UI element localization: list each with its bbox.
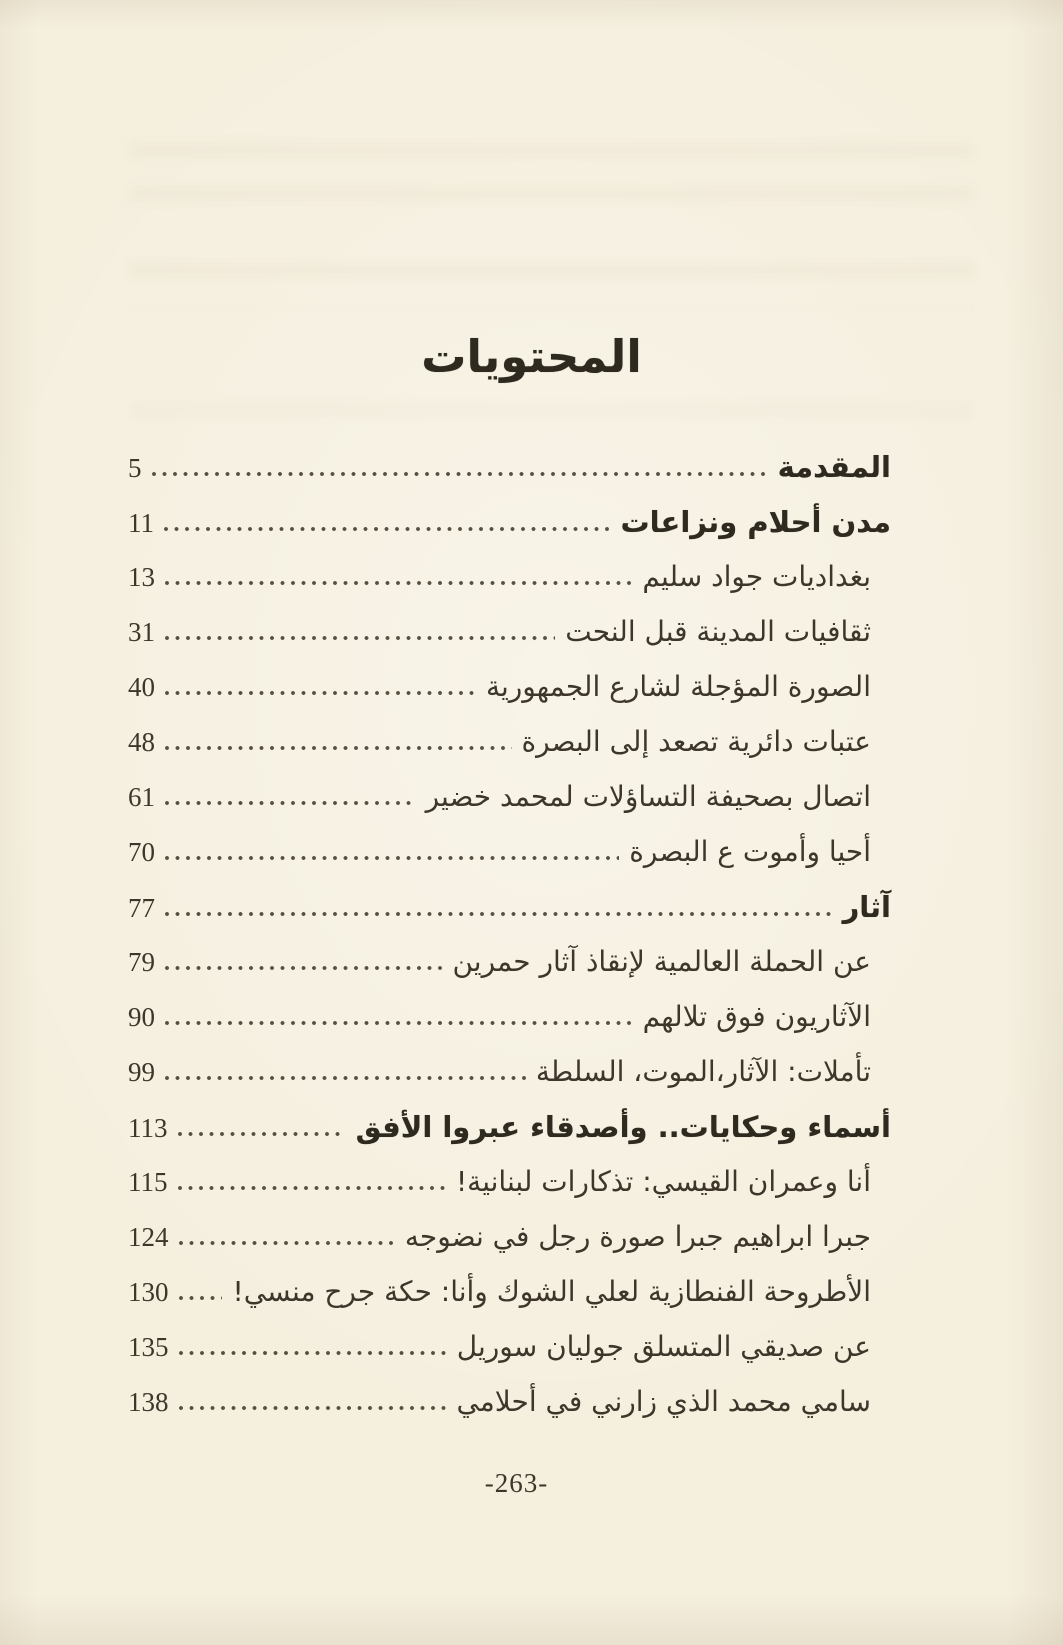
toc-entry xyxy=(128,1385,891,1440)
dot-leader xyxy=(164,1020,633,1026)
dot-leader xyxy=(178,1405,447,1411)
toc-entry-page-number: 70 xyxy=(128,837,155,867)
dot-leader xyxy=(164,911,833,917)
toc-entry-page-number: 77 xyxy=(128,893,155,923)
toc-entry-title: تأملات: الآثار،الموت، السلطة xyxy=(535,1055,871,1088)
dot-leader xyxy=(164,1075,526,1081)
toc-entry-page-number: 40 xyxy=(128,672,155,702)
dot-leader xyxy=(164,690,476,696)
dot-leader xyxy=(178,1240,395,1246)
toc-entry xyxy=(128,1220,891,1275)
toc-entry-page-number: 90 xyxy=(128,1002,155,1032)
dot-leader xyxy=(164,855,619,861)
toc-entry xyxy=(128,615,891,670)
toc-entry-title: مدن أحلام ونزاعات xyxy=(620,505,891,539)
toc-entry-title: الأطروحة الفنطازية لعلي الشوك وأنا: حكة جرح منسي! xyxy=(232,1275,871,1308)
toc-entry-page-number: 124 xyxy=(128,1222,169,1252)
toc-entry xyxy=(128,890,891,945)
toc-entry-page-number: 31 xyxy=(128,617,155,647)
toc-entry-title: الآثاريون فوق تلالهم xyxy=(642,1000,871,1033)
toc-entry xyxy=(128,835,891,890)
verso-showthrough xyxy=(130,248,973,308)
dot-leader xyxy=(164,965,442,971)
toc-entry-page-number: 11 xyxy=(128,508,154,538)
dot-leader xyxy=(164,745,512,751)
dot-leader xyxy=(177,1131,346,1137)
dot-leader xyxy=(164,800,416,806)
toc-entry-title: جبرا ابراهيم جبرا صورة رجل في نضوجه xyxy=(404,1220,871,1253)
toc-entry-page-number: 48 xyxy=(128,727,155,757)
toc-entry xyxy=(128,1165,891,1220)
toc-entry-title: ثقافيات المدينة قبل النحت xyxy=(565,615,871,648)
page-title: المحتويات xyxy=(421,330,642,383)
toc-entry-page-number: 99 xyxy=(128,1057,155,1087)
toc-entry-title: آثار xyxy=(842,890,891,924)
toc-entry-title: أنا وعمران القيسي: تذكارات لبنانية! xyxy=(455,1165,871,1198)
toc-entry-title: المقدمة xyxy=(777,450,891,484)
verso-showthrough xyxy=(130,128,973,220)
toc-entry-page-number: 5 xyxy=(128,453,142,483)
toc-entry xyxy=(128,1110,891,1165)
dot-leader xyxy=(178,1295,223,1301)
toc-entry xyxy=(128,1275,891,1330)
toc-list xyxy=(128,450,891,1440)
toc-entry-title: أحيا وأموت ع البصرة xyxy=(629,835,871,868)
toc-entry xyxy=(128,560,891,615)
toc-entry-page-number: 61 xyxy=(128,782,155,812)
dot-leader xyxy=(177,1185,446,1191)
toc-entry-title: عن الحملة العالمية لإنقاذ آثار حمرين xyxy=(452,945,871,978)
toc-entry-title: بغداديات جواد سليم xyxy=(642,560,871,593)
toc-entry-title: عن صديقي المتسلق جوليان سوريل xyxy=(456,1330,871,1363)
toc-entry-title: أسماء وحكايات.. وأصدقاء عبروا الأفق xyxy=(355,1110,891,1144)
dot-leader xyxy=(178,1350,447,1356)
dot-leader xyxy=(164,635,555,641)
toc-entry xyxy=(128,505,891,560)
toc-entry-title: اتصال بصحيفة التساؤلات لمحمد خضير xyxy=(425,780,871,813)
toc-entry xyxy=(128,725,891,780)
toc-entry-page-number: 113 xyxy=(128,1113,168,1143)
verso-showthrough xyxy=(130,388,973,422)
toc-entry xyxy=(128,780,891,835)
toc-entry-title: الصورة المؤجلة لشارع الجمهورية xyxy=(485,670,871,703)
toc-entry-title: عتبات دائرية تصعد إلى البصرة xyxy=(521,725,871,758)
dot-leader xyxy=(151,471,768,477)
toc-entry-page-number: 138 xyxy=(128,1387,169,1417)
toc-entry xyxy=(128,1000,891,1055)
toc-entry-page-number: 13 xyxy=(128,562,155,592)
toc-entry xyxy=(128,450,891,505)
toc-entry-page-number: 135 xyxy=(128,1332,169,1362)
toc-entry-page-number: 115 xyxy=(128,1167,168,1197)
dot-leader xyxy=(164,580,632,586)
toc-entry xyxy=(128,670,891,725)
dot-leader xyxy=(163,526,610,532)
toc-entry-page-number: 130 xyxy=(128,1277,169,1307)
toc-entry xyxy=(128,945,891,1000)
toc-entry xyxy=(128,1055,891,1110)
footer-page-number: -263- xyxy=(484,1468,549,1498)
toc-entry-title: سامي محمد الذي زارني في أحلامي xyxy=(456,1385,871,1418)
toc-entry-page-number: 79 xyxy=(128,947,155,977)
toc-entry xyxy=(128,1330,891,1385)
